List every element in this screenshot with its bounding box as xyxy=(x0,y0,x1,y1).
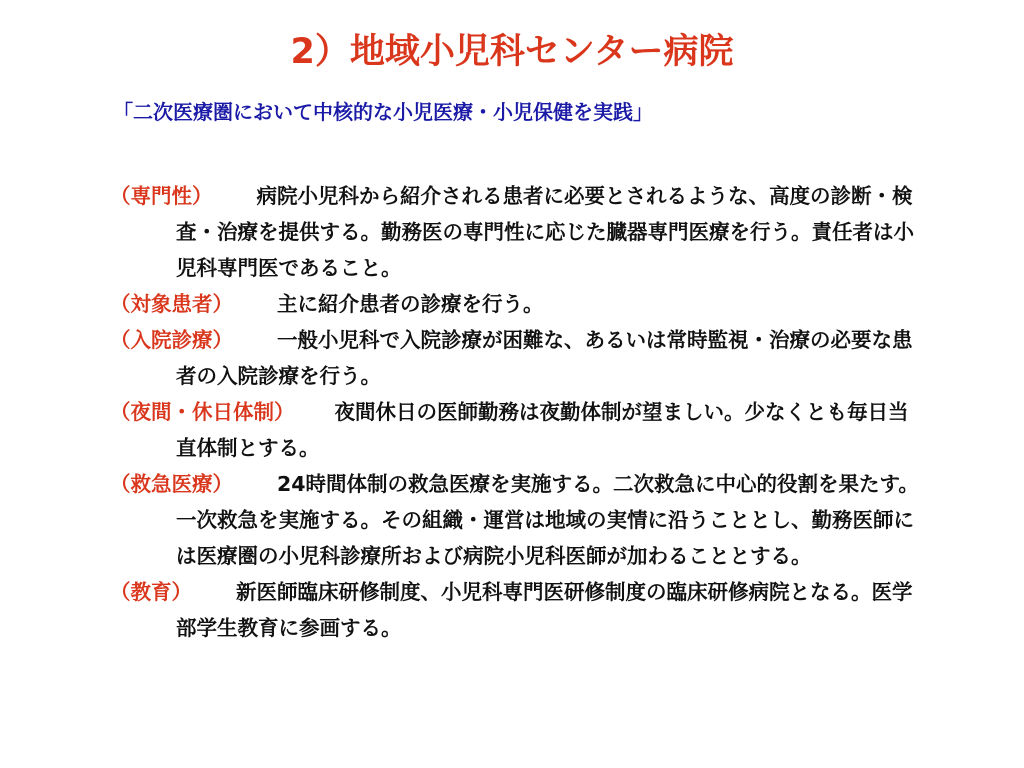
item-text: 24時間体制の救急医療を実施する。二次救急に中心的役割を果たす。一次救急を実施する。その組織・運営は地域の実情に沿うこととし、勤務医師には医療圏の小児科診療所および病院小児科医師が加わることとする。 xyxy=(176,472,919,568)
item-night-holiday xyxy=(110,394,925,466)
item-label: （夜間・休日体制） xyxy=(110,400,295,424)
item-inpatient-care xyxy=(110,322,925,394)
item-education xyxy=(110,574,925,646)
item-text: 主に紹介患者の診療を行う。 xyxy=(277,292,544,316)
item-label: （入院診療） xyxy=(110,328,233,352)
item-emergency-care xyxy=(110,466,925,574)
item-text: 病院小児科から紹介される患者に必要とされるような、高度の診断・検査・治療を提供する。勤務医の専門性に応じた臓器専門医療を行う。責任者は小児科専門医であること。 xyxy=(176,184,914,280)
item-target-patients xyxy=(110,286,925,322)
slide-subtitle: 「二次医療圏において中核的な小児医療・小児保健を実践」 xyxy=(113,100,653,124)
item-label: （教育） xyxy=(110,580,192,604)
item-label: （専門性） xyxy=(110,184,213,208)
item-list xyxy=(110,178,925,646)
item-specialty xyxy=(110,178,925,286)
item-text: 一般小児科で入院診療が困難な、あるいは常時監視・治療の必要な患者の入院診療を行う。 xyxy=(176,328,913,388)
slide-title: 2）地域小児科センター病院 xyxy=(290,32,734,72)
item-label: （救急医療） xyxy=(110,472,233,496)
item-text: 新医師臨床研修制度、小児科専門医研修制度の臨床研修病院となる。医学部学生教育に参画する。 xyxy=(176,580,913,640)
item-text: 夜間休日の医師勤務は夜勤体制が望ましい。少なくとも毎日当直体制とする。 xyxy=(176,400,909,460)
item-label: （対象患者） xyxy=(110,292,233,316)
